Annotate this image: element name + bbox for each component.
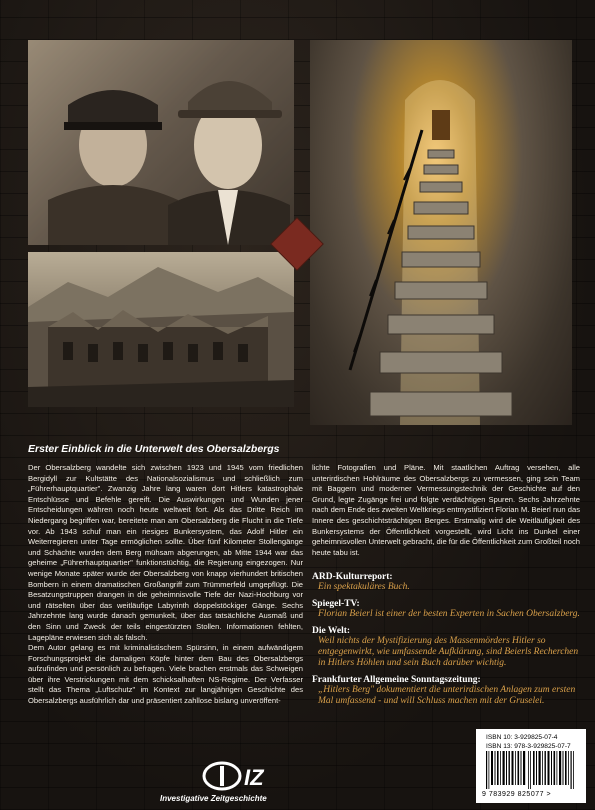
review-quote: Florian Beierl ist einer der besten Experten in Sachen Obersalzberg. — [318, 609, 580, 619]
isbn-10: ISBN 10: 3-929825-07-4 — [486, 734, 558, 741]
publisher-logo-icon — [200, 760, 280, 792]
review-item — [312, 626, 580, 669]
bunker-staircase-photo — [310, 40, 572, 425]
historical-photo-officers — [28, 40, 294, 245]
body-text-left — [28, 463, 303, 707]
body-text-right — [312, 463, 580, 558]
review-item — [312, 572, 580, 593]
barcode-icon — [484, 751, 578, 789]
review-quote: Ein spektakuläres Buch. — [318, 582, 410, 592]
historical-photo-ruins — [28, 252, 294, 407]
review-source: Frankfurter Allgemeine Sonntagszeitung: — [312, 675, 481, 685]
review-quote: „Hitlers Berg" dokumentiert die unterirdischen Anlagen zum ersten Mal umfassend - und will Schluss machen mit der Gruselei. — [318, 685, 576, 706]
review-quote: Weil nichts der Mystifizierung des Massenmörders Hitler so entgegenwirkt, wie umfassende Aufklärung, sind Beierls Recherchen in Hitlers Höhlen und sein Buch darüber wichtig. — [318, 636, 579, 668]
isbn-barcode-box — [476, 729, 586, 803]
barcode-number: 9 783929 825077 > — [482, 791, 552, 798]
staircase-illustration — [310, 40, 572, 425]
publisher-name: Investigative Zeitgeschichte — [160, 794, 267, 803]
logo-text: IZ — [244, 765, 264, 790]
body-paragraph: Dem Autor gelang es mit kriminalistischem Spürsinn, in einem aufwändigem Forschungsprojekt die damaligen Köpfe hinter dem Bau des Obersalzbergs aufzufinden und persönlich zu befragen. Viele brachen erstmals das Schweigen über ihre Verstrickungen mit dem schicksalhaften NS-Regime. Der Verfasser stellt das Thema „Luftschutz" im Kontext zur langjährigen Geschichte des Obersalzbergs ausführlich dar und präsentiert zahllose bislang unveröffent- — [28, 643, 303, 706]
ruins-illustration — [28, 252, 294, 407]
body-paragraph: lichte Fotografien und Pläne. Mit staatlichen Auftrag versehen, alle unterirdischen Hohlräume des Obersalzbergs zu vermessen, ging sein Team mit Baggern und moderner Vermessungstechnik der Geschichte auf den Grund, legte Zugänge frei und folgte verdächtigen Spuren. Sechs Jahrzehnte nach dem Ende des zweiten Weltkriegs entmystifiziert Florian M. Beierl nun das Innere des geschichtsträchtigen Berges. Erstmalig wird die Weitläufigkeit des Bunkersystems der Öffentlichkeit vorgestellt, wird Licht ins Dunkel einer geheimnisvollen Unterwelt gebracht, die für die Öffentlichkeit zum Großteil noch heute tabu ist. — [312, 463, 580, 557]
review-item — [312, 599, 580, 620]
section-caption: Erster Einblick in die Unterwelt des Obersalzbergs — [28, 443, 280, 455]
isbn-13: ISBN 13: 978-3-929825-07-7 — [486, 742, 571, 750]
officers-illustration — [28, 40, 294, 245]
review-source: ARD-Kulturreport: — [312, 572, 393, 582]
body-paragraph: Der Obersalzberg wandelte sich zwischen 1923 und 1945 vom friedlichen Bergidyll zur Kultstätte des Nationalsozialismus und schließlich zum „Führerhauptquartier". Zwanzig Jahre lang waren dort Hitlers katastrophale Entschlüsse und Befehle gereift. Die Auswirkungen und Wunden jener Entscheidungen währen noch heute weltweit fort. Als das Dritte Reich im Niedergang begriffen war, bereitete man am Obersalzberg die Flucht in die Tiefe vor. Ab 1943 schuf man ein riesiges Bunkersystem, das Adolf Hitler ein Weiterregieren unter Tage ermöglichen sollte. Über fünf Kilometer Stollengänge und Schächte wurden dem Berg mühsam abgerungen, ab Mitte 1944 war das geheime „Führerhauptquartier" funktionstüchtig, die Regierung eingezogen. Nur wenige Monate später wurde der Obersalzberg von knapp vierhundert britischen Bombern in einem dramatischen Großangriff zum Trümmerfeld umgepflügt. Die Besatzungstruppen drangen in die geheimnisvolle Tiefe der Nazi-Hochburg vor und rätselten über das weitläufige Labyrinth doppelstöckiger Gänge. Sechs Jahrzehnte lang wurde danach gemunkelt, über das tatsächliche Ausmaß und den Sinn und Zweck der teils eingestürzten Stollen. Informationen fehlten, Lagepläne erwiesen sich als falsch. — [28, 463, 303, 642]
review-item — [312, 675, 580, 707]
review-source: Die Welt: — [312, 626, 351, 636]
review-source: Spiegel-TV: — [312, 599, 360, 609]
press-reviews — [312, 572, 580, 713]
